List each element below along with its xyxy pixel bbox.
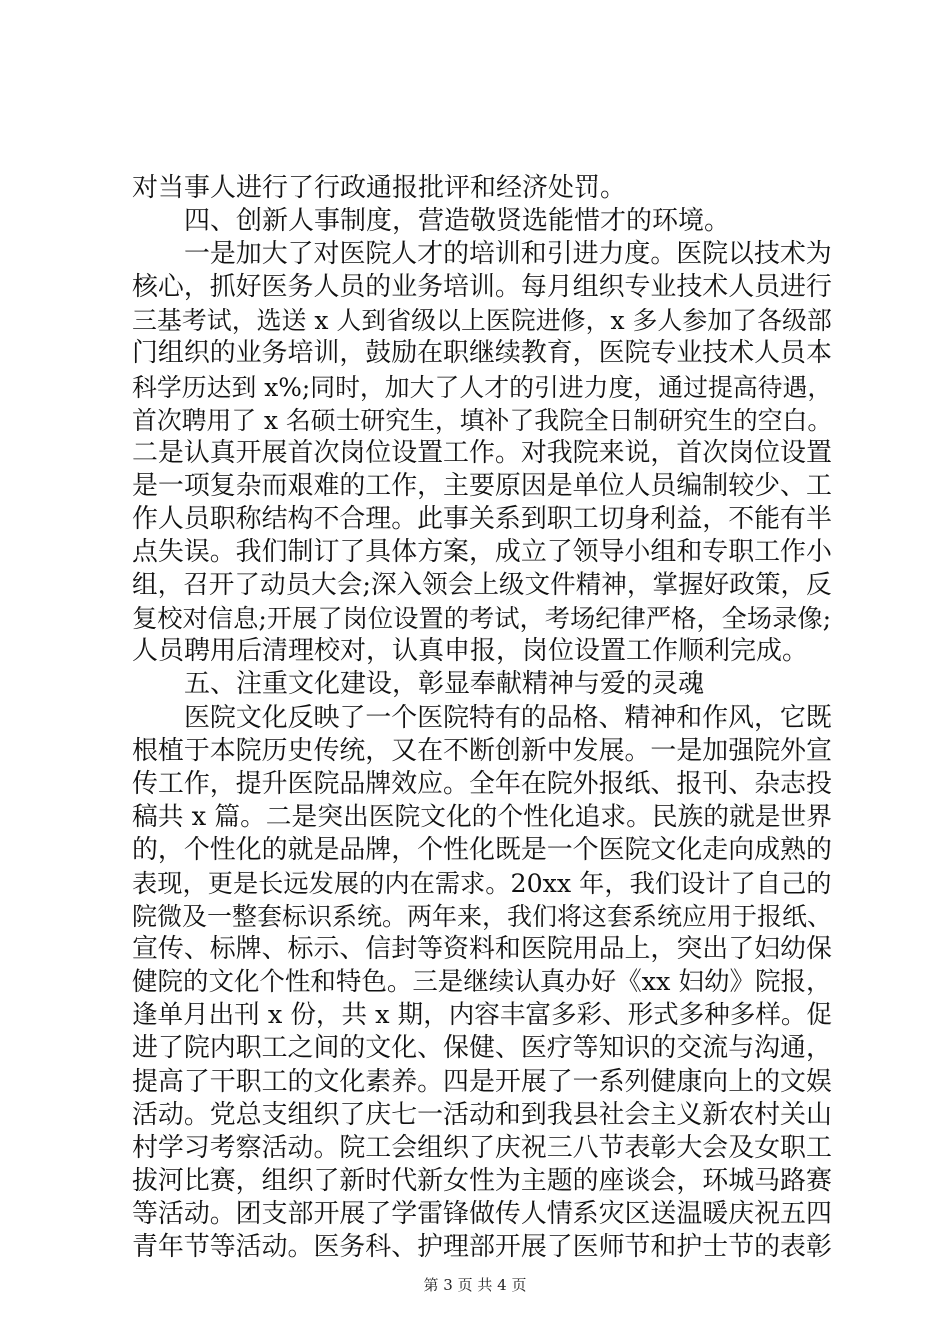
text-line: 对当事人进行了行政通报批评和经济处罚。 [132,173,627,203]
text-line: 稿共 x 篇。二是突出医院文化的个性化追求。民族的就是世界 [132,801,832,832]
document-body [132,172,832,1264]
text-line: 首次聘用了 x 名硕士研究生，填补了我院全日制研究生的空白。 [132,405,833,435]
text-line: 活动。党总支组织了庆七一活动和到我县社会主义新农村关山 [132,1099,832,1130]
text-line: 拔河比赛，组织了新时代新女性为主题的座谈会，环城马路赛 [132,1165,832,1196]
text-line: 三基考试，选送 x 人到省级以上医院进修，x 多人参加了各级部 [132,306,832,336]
text-line: 健院的文化个性和特色。三是继续认真办好《xx 妇幼》院报， [132,967,832,998]
text-line: 院微及一整套标识系统。两年来，我们将这套系统应用于报纸、 [132,902,833,932]
text-line: 作人员职称结构不合理。此事关系到职工切身利益，不能有半 [132,503,832,534]
text-line: 五、注重文化建设，彰显奉献精神与爱的灵魂 [184,669,705,700]
text-line: 进了院内职工之间的文化、保健、医疗等知识的交流与沟通， [132,1033,832,1064]
text-line: 组，召开了动员大会;深入领会上级文件精神，掌握好政策，反 [132,570,832,601]
text-line: 一是加大了对医院人才的培训和引进力度。医院以技术为 [184,239,832,270]
text-line: 门组织的业务培训，鼓励在职继续教育，医院专业技术人员本 [132,338,832,369]
text-line: 四、创新人事制度，营造敬贤选能惜才的环境。 [184,206,731,237]
page-footer: 第 3 页 共 4 页 [423,1276,527,1294]
text-line: 科学历达到 x%;同时，加大了人才的引进力度，通过提高待遇， [132,372,833,402]
text-line: 青年节等活动。医务科、护理部开展了医师节和护士节的表彰 [132,1232,832,1262]
text-line: 医院文化反映了一个医院特有的品格、精神和作风，它既 [184,702,832,733]
text-line: 提高了干职工的文化素养。四是开展了一系列健康向上的文娱 [132,1066,832,1097]
text-line: 村学习考察活动。院工会组织了庆祝三八节表彰大会及女职工 [132,1132,832,1163]
text-line: 根植于本院历史传统，又在不断创新中发展。一是加强院外宣 [132,735,832,766]
text-line: 传工作，提升医院品牌效应。全年在院外报纸、报刊、杂志投 [132,768,832,799]
text-line: 是一项复杂而艰难的工作，主要原因是单位人员编制较少、工 [132,470,832,501]
text-line: 点失误。我们制订了具体方案，成立了领导小组和专职工作小 [132,537,832,568]
text-line: 核心，抓好医务人员的业务培训。每月组织专业技术人员进行 [132,272,832,303]
text-line: 逢单月出刊 x 份，共 x 期，内容丰富多彩、形式多种多样。促 [132,1000,832,1031]
text-line: 表现，更是长远发展的内在需求。20xx 年，我们设计了自己的 [132,868,832,898]
text-line: 的，个性化的就是品牌，个性化既是一个医院文化走向成熟的 [132,834,832,865]
text-line: 人员聘用后清理校对，认真申报，岗位设置工作顺利完成。 [132,636,809,667]
text-line: 二是认真开展首次岗位设置工作。对我院来说，首次岗位设置 [132,437,832,468]
text-line: 宣传、标牌、标示、信封等资料和医院用品上，突出了妇幼保 [132,934,832,965]
text-line: 复校对信息;开展了岗位设置的考试，考场纪律严格，全场录像; [132,604,832,634]
text-line: 等活动。团支部开展了学雷锋做传人情系灾区送温暖庆祝五四 [132,1198,832,1229]
